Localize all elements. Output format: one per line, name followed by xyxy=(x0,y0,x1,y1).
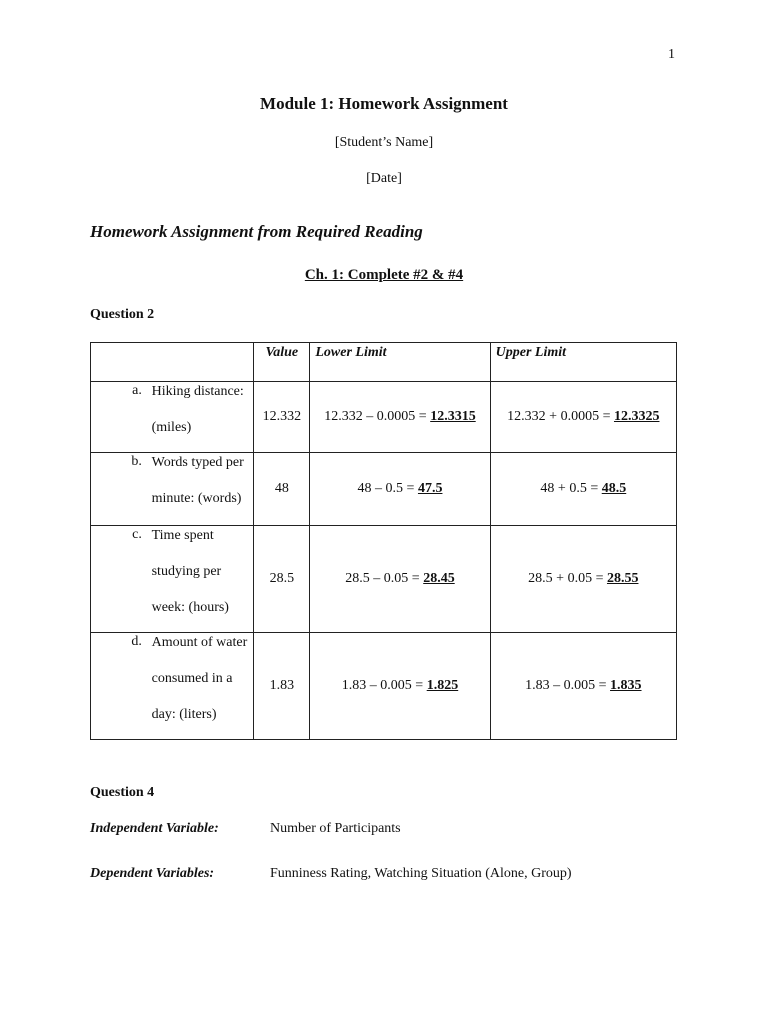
upper-limit-cell xyxy=(490,633,676,740)
row-label xyxy=(91,633,254,740)
header-lower-limit: Lower Limit xyxy=(310,343,490,382)
chapter-heading: Ch. 1: Complete #2 & #4 xyxy=(304,267,464,283)
dependent-variables-value: Funniness Rating, Watching Situation (Alone, Group) xyxy=(270,866,572,881)
lower-answer: 1.825 xyxy=(426,678,459,693)
upper-expr: 48 + 0.5 = xyxy=(540,481,602,496)
label-line: Amount of water xyxy=(151,635,248,650)
header-value: Value xyxy=(254,343,310,382)
row-label xyxy=(91,453,254,526)
upper-expr: 1.83 – 0.005 = xyxy=(525,678,611,693)
value-cell: 28.5 xyxy=(254,526,310,633)
upper-answer: 48.5 xyxy=(601,481,627,496)
lower-limit-cell xyxy=(310,382,490,453)
label-line: minute: (words) xyxy=(151,491,242,506)
label-line: Hiking distance: xyxy=(151,384,244,399)
table-row xyxy=(91,382,677,453)
upper-answer: 1.835 xyxy=(610,678,642,693)
question-2-heading: Question 2 xyxy=(90,307,155,322)
student-name: [Student’s Name] xyxy=(334,135,434,150)
header-upper-limit: Upper Limit xyxy=(490,343,676,382)
label-line: week: (hours) xyxy=(151,600,229,615)
page-number: 1 xyxy=(668,47,675,62)
upper-limit-cell xyxy=(490,382,676,453)
label-line: studying per xyxy=(151,564,222,579)
dependent-variables-row xyxy=(90,866,572,882)
label-line: Words typed per xyxy=(151,455,244,470)
label-line: day: (liters) xyxy=(151,707,217,722)
row-label xyxy=(91,382,254,453)
upper-answer: 28.55 xyxy=(606,571,639,586)
lower-limit-cell xyxy=(310,526,490,633)
lower-expr: 12.332 – 0.0005 = xyxy=(324,409,431,424)
upper-answer: 12.3325 xyxy=(613,409,660,424)
upper-expr: 12.332 + 0.0005 = xyxy=(507,409,614,424)
lower-limit-cell xyxy=(310,633,490,740)
lower-expr: 1.83 – 0.005 = xyxy=(341,678,427,693)
value-cell: 1.83 xyxy=(254,633,310,740)
row-letter: d. xyxy=(131,634,142,649)
value-cell: 12.332 xyxy=(254,382,310,453)
row-letter: a. xyxy=(132,383,142,398)
lower-answer: 12.3315 xyxy=(430,409,476,424)
independent-variable-value: Number of Participants xyxy=(270,821,401,836)
lower-limit-cell xyxy=(310,453,490,526)
upper-limit-cell xyxy=(490,453,676,526)
section-heading: Homework Assignment from Required Reading xyxy=(90,222,423,241)
independent-variable-label: Independent Variable: xyxy=(90,821,219,836)
date-line: [Date] xyxy=(366,171,402,186)
limits-table xyxy=(90,342,677,740)
label-line: (miles) xyxy=(151,420,192,435)
dependent-variables-label: Dependent Variables: xyxy=(90,866,215,881)
question-4-heading: Question 4 xyxy=(90,785,155,800)
row-label xyxy=(91,526,254,633)
document-title: Module 1: Homework Assignment xyxy=(260,94,508,113)
value-cell: 48 xyxy=(254,453,310,526)
label-line: Time spent xyxy=(151,528,214,543)
table-row xyxy=(91,526,677,633)
lower-answer: 47.5 xyxy=(417,481,443,496)
table-row xyxy=(91,453,677,526)
upper-limit-cell xyxy=(490,526,676,633)
lower-expr: 28.5 – 0.05 = xyxy=(345,571,424,586)
lower-expr: 48 – 0.5 = xyxy=(357,481,418,496)
independent-variable-row xyxy=(90,821,401,837)
label-line: consumed in a xyxy=(151,671,233,686)
row-letter: b. xyxy=(131,454,142,469)
table-row xyxy=(91,633,677,740)
row-letter: c. xyxy=(132,527,142,542)
lower-answer: 28.45 xyxy=(423,571,455,586)
upper-expr: 28.5 + 0.05 = xyxy=(528,571,607,586)
